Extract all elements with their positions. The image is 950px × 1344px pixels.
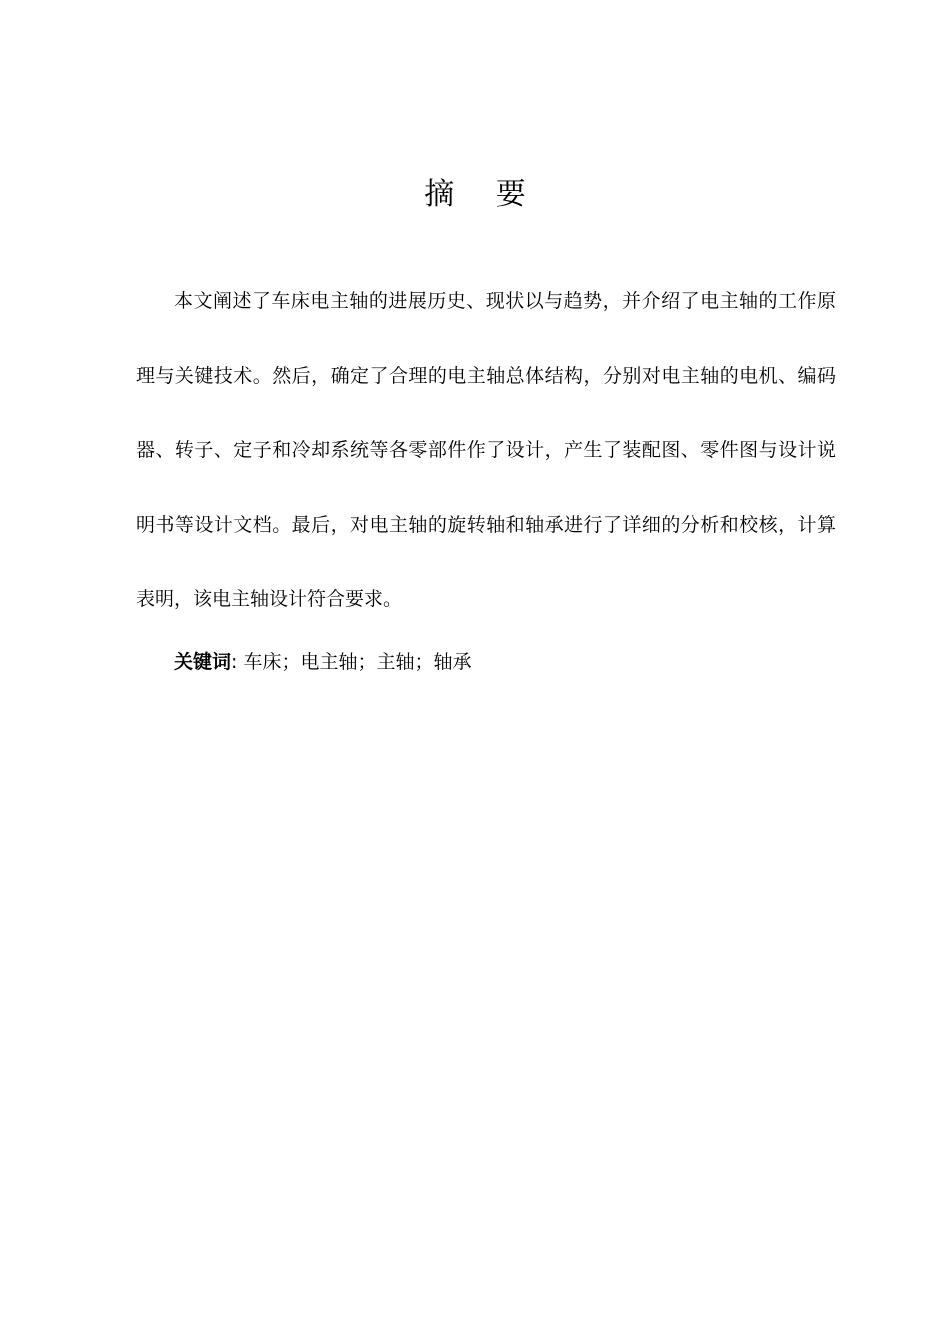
keywords-label: 关键词 bbox=[174, 651, 232, 673]
abstract-title: 摘 要 bbox=[424, 177, 542, 212]
keywords-separator: : bbox=[231, 651, 238, 673]
abstract-body: 本文阐述了车床电主轴的进展历史、现状以与趋势，并介绍了电主轴的工作原理与关键技术。然后，确定了合理的电主轴总体结构，分别对电主轴的电机、编码器、转子、定子和冷却系统等各零部件作了设计，产生了装配图、零件图与设计说明书等设计文档。最后，对电主轴的旋转轴和轴承进行了详细的分析和校核，计算表明，该电主轴设计符合要求。 bbox=[136, 290, 836, 610]
keywords-line bbox=[174, 646, 834, 678]
keywords-list: 车床；电主轴；主轴；轴承 bbox=[243, 651, 472, 673]
